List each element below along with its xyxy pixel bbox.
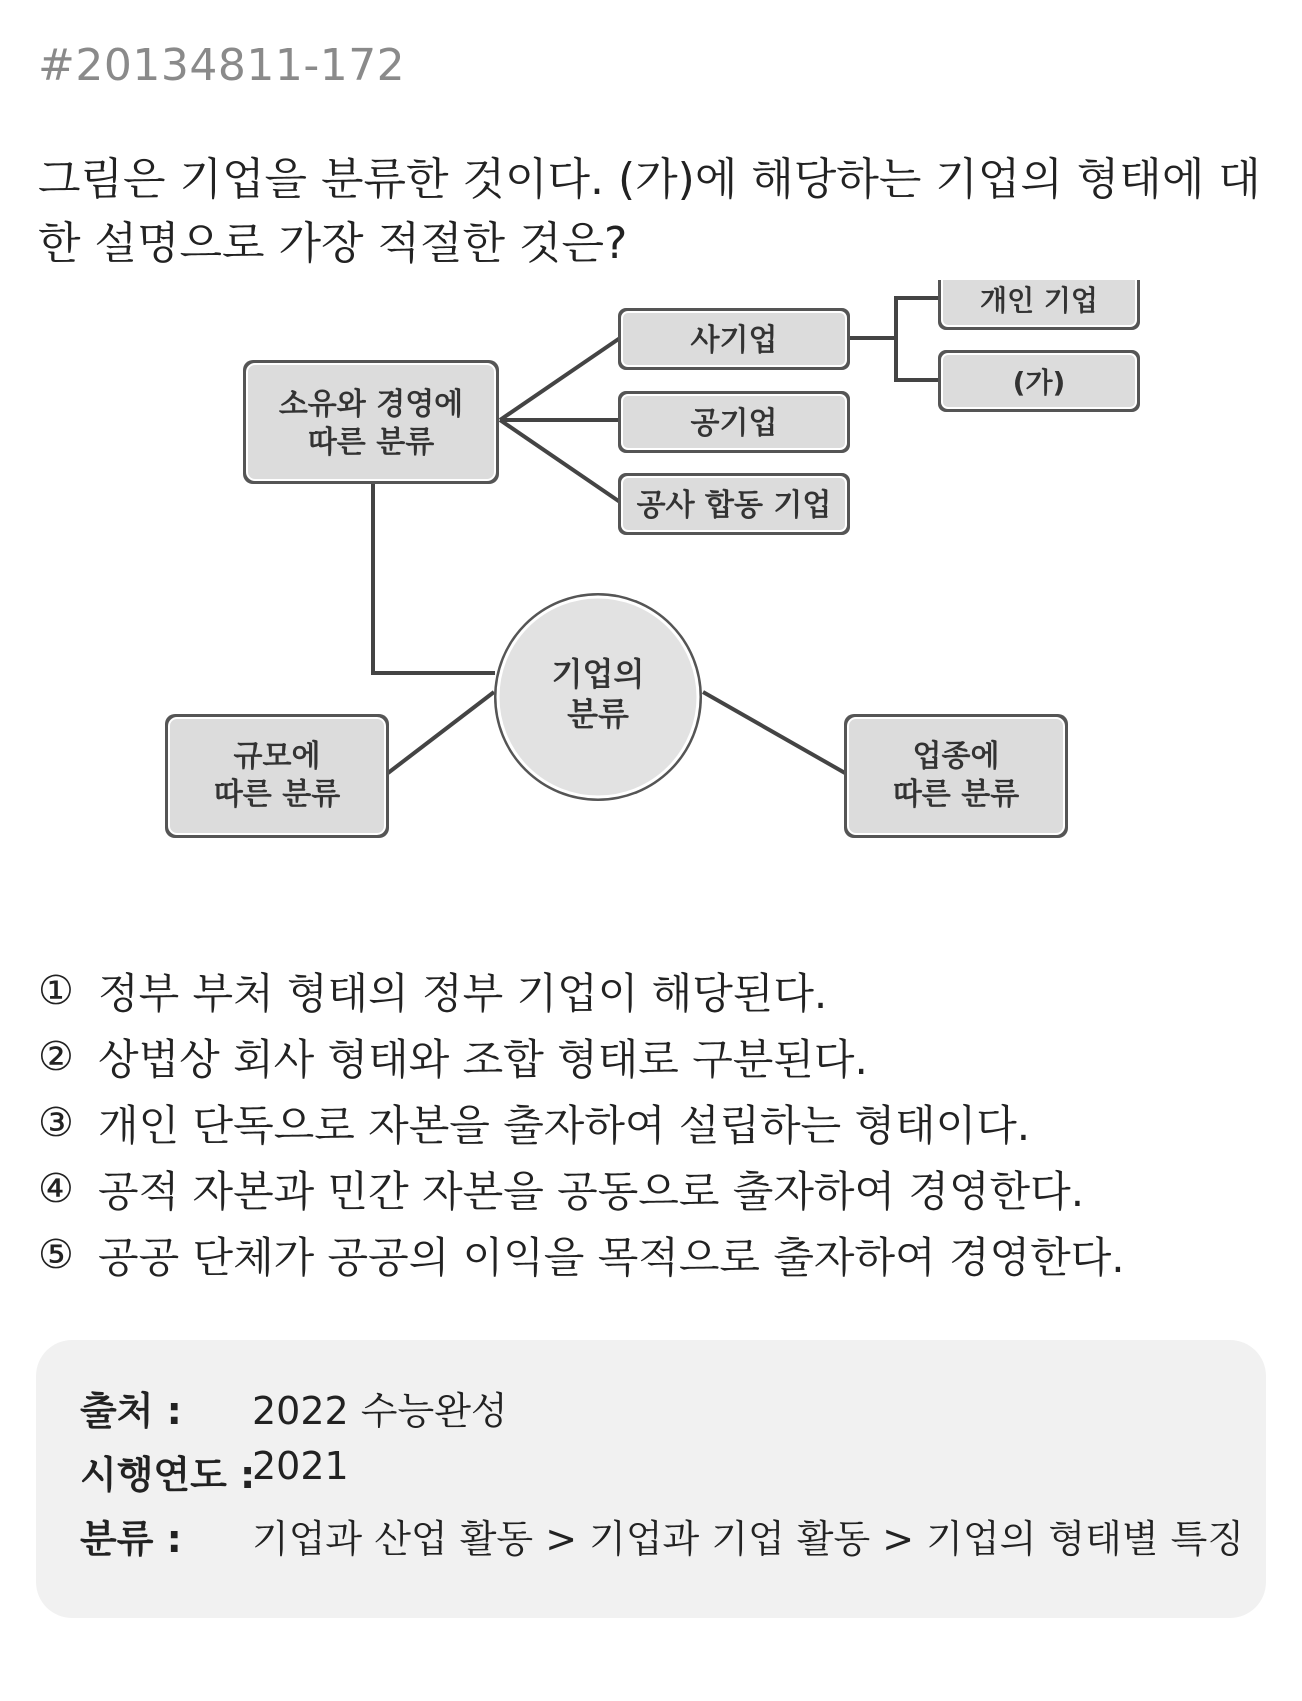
svg-text:사기업: 사기업 <box>690 323 778 358</box>
category-value: 기업과 산업 활동 > 기업과 기업 활동 > 기업의 형태별 특징 <box>252 1517 1245 1561</box>
ownership-box <box>243 360 499 484</box>
source-row <box>80 1380 508 1435</box>
center-label-1: 기업의 <box>551 655 645 693</box>
svg-text:공사 합동 기업: 공사 합동 기업 <box>636 488 832 523</box>
choice-text: 상법상 회사 형태와 조합 형태로 구분된다. <box>98 1035 868 1084</box>
choice-4[interactable] <box>38 1156 1268 1222</box>
private-company-box <box>618 308 850 370</box>
svg-text:개인 기업: 개인 기업 <box>980 284 1098 317</box>
individual-company-box <box>938 280 1140 330</box>
classification-diagram <box>0 280 1302 930</box>
choice-3[interactable] <box>38 1090 1268 1156</box>
center-label-2: 분류 <box>567 695 629 733</box>
choice-number: ④ <box>38 1166 74 1212</box>
svg-text:업종에: 업종에 <box>912 739 1000 774</box>
choice-5[interactable] <box>38 1222 1268 1288</box>
choice-number: ② <box>38 1034 74 1080</box>
category-row <box>80 1508 1244 1563</box>
choice-number: ① <box>38 968 74 1014</box>
choice-number: ③ <box>38 1100 74 1146</box>
ga-box <box>938 350 1140 412</box>
question-text: 그림은 기업을 분류한 것이다. (가)에 해당하는 기업의 형태에 대한 설명으로 가장 적절한 것은? <box>38 154 1261 269</box>
answer-choices <box>38 958 1268 1288</box>
choice-text: 개인 단독으로 자본을 출자하여 설립하는 형태이다. <box>98 1101 1031 1150</box>
choice-2[interactable] <box>38 1024 1268 1090</box>
industry-box <box>844 714 1068 838</box>
source-label: 출처 : <box>80 1389 182 1433</box>
joint-company-box <box>618 473 850 535</box>
ownership-label-1: 소유와 경영에 <box>278 387 464 422</box>
size-box <box>165 714 389 838</box>
ownership-label-2: 따른 분류 <box>307 425 435 460</box>
year-row <box>80 1444 349 1499</box>
choice-1[interactable] <box>38 958 1268 1024</box>
metadata-panel <box>36 1340 1266 1618</box>
svg-text:(가): (가) <box>1012 366 1066 399</box>
question-id: #20134811-172 <box>38 40 406 91</box>
year-value: 2021 <box>252 1444 349 1488</box>
public-company-box <box>618 391 850 453</box>
choice-text: 정부 부처 형태의 정부 기업이 해당된다. <box>98 969 828 1018</box>
svg-text:공기업: 공기업 <box>690 406 778 441</box>
choice-number: ⑤ <box>38 1232 74 1278</box>
svg-text:따른 분류: 따른 분류 <box>892 777 1020 812</box>
source-value: 2022 수능완성 <box>252 1389 508 1433</box>
choice-text: 공공 단체가 공공의 이익을 목적으로 출자하여 경영한다. <box>98 1233 1125 1282</box>
center-node <box>494 593 702 801</box>
choice-text: 공적 자본과 민간 자본을 공동으로 출자하여 경영한다. <box>98 1167 1085 1216</box>
svg-text:따른 분류: 따른 분류 <box>213 777 341 812</box>
year-label: 시행연도 : <box>80 1453 256 1497</box>
svg-text:규모에: 규모에 <box>233 739 321 774</box>
category-label: 분류 : <box>80 1517 182 1561</box>
